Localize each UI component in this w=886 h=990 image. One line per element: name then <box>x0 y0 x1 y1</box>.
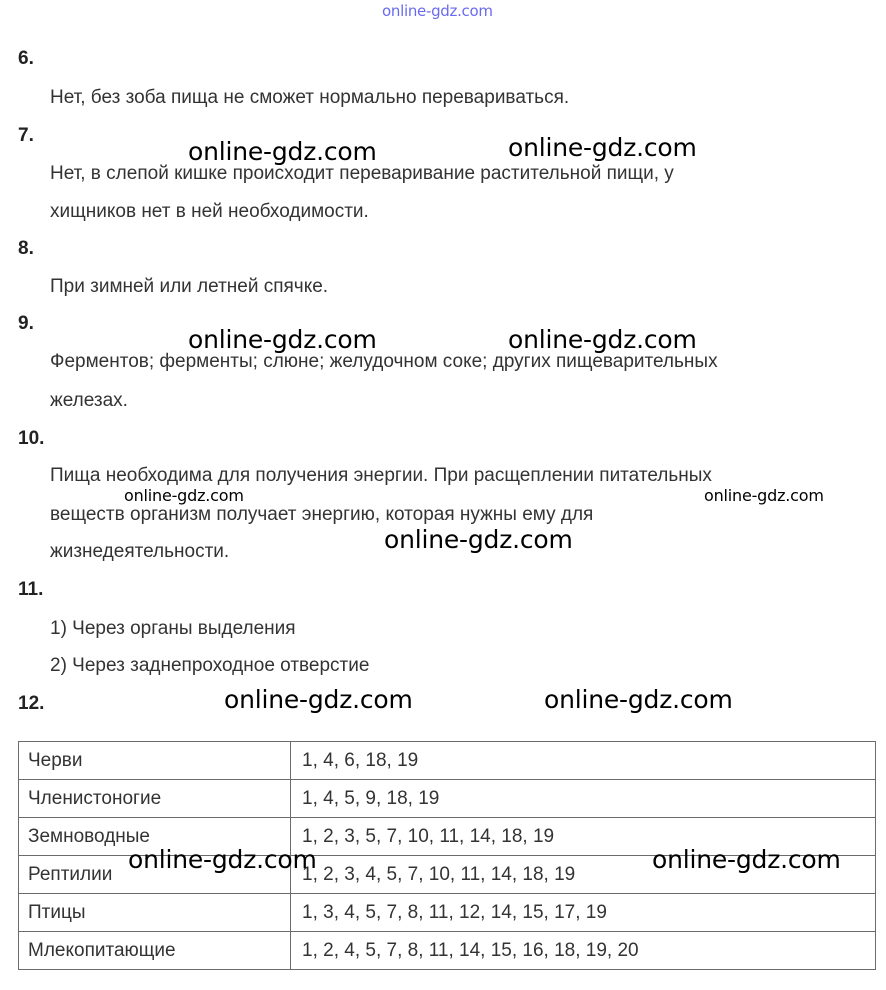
watermark: online-gdz.com <box>544 685 733 714</box>
watermark: online-gdz.com <box>188 325 377 354</box>
group-cell: Земноводные <box>19 818 291 856</box>
answer-text: жизнедеятельности. <box>50 541 230 562</box>
answer-number: 9. <box>18 313 34 334</box>
group-cell: Млекопитающие <box>19 932 291 970</box>
values-cell: 1, 4, 6, 18, 19 <box>291 742 876 780</box>
watermark: online-gdz.com <box>652 845 841 874</box>
values-cell: 1, 2, 3, 4, 5, 7, 10, 11, 14, 18, 19 <box>291 856 876 894</box>
watermark: online-gdz.com <box>704 486 824 505</box>
header-watermark: online-gdz.com <box>382 2 493 20</box>
watermark: online-gdz.com <box>224 685 413 714</box>
watermark: online-gdz.com <box>384 525 573 554</box>
table-row <box>19 894 876 932</box>
watermark: online-gdz.com <box>124 486 244 505</box>
watermark: online-gdz.com <box>508 325 697 354</box>
watermark: online-gdz.com <box>188 137 377 166</box>
answer-number: 11. <box>18 579 44 600</box>
group-cell: Рептилии <box>19 856 291 894</box>
answer-text: Пища необходима для получения энергии. При расщеплении питательных <box>50 465 712 486</box>
answer-text: 2) Через заднепроходное отверстие <box>50 655 370 676</box>
table-row <box>19 932 876 970</box>
answer-text: веществ организм получает энергию, которая нужны ему для <box>50 504 594 525</box>
watermark: online-gdz.com <box>508 133 697 162</box>
table-row <box>19 780 876 818</box>
answer-number: 7. <box>18 125 34 146</box>
values-cell: 1, 2, 3, 5, 7, 10, 11, 14, 18, 19 <box>291 818 876 856</box>
values-cell: 1, 3, 4, 5, 7, 8, 11, 12, 14, 15, 17, 19 <box>291 894 876 932</box>
group-cell: Черви <box>19 742 291 780</box>
group-cell: Членистоногие <box>19 780 291 818</box>
values-cell: 1, 2, 4, 5, 7, 8, 11, 14, 15, 16, 18, 19, 20 <box>291 932 876 970</box>
answer-text: Нет, без зоба пища не сможет нормально перевариваться. <box>50 87 570 108</box>
values-cell: 1, 4, 5, 9, 18, 19 <box>291 780 876 818</box>
answer-number: 6. <box>18 48 34 69</box>
answer-text: Ферментов; ферменты; слюне; желудочном соке; других пищеварительных <box>50 351 718 372</box>
watermark: online-gdz.com <box>128 845 317 874</box>
answer-number: 8. <box>18 238 34 259</box>
answer-number: 10. <box>18 428 45 449</box>
group-cell: Птицы <box>19 894 291 932</box>
answer-text: хищников нет в ней необходимости. <box>50 201 369 222</box>
answer-number: 12. <box>18 693 45 714</box>
answer-text: Нет, в слепой кишке происходит переваривание растительной пищи, у <box>50 163 674 184</box>
table-row <box>19 742 876 780</box>
answer-text: 1) Через органы выделения <box>50 618 296 639</box>
answer-text: железах. <box>50 390 128 411</box>
answer-text: При зимней или летней спячке. <box>50 276 329 297</box>
